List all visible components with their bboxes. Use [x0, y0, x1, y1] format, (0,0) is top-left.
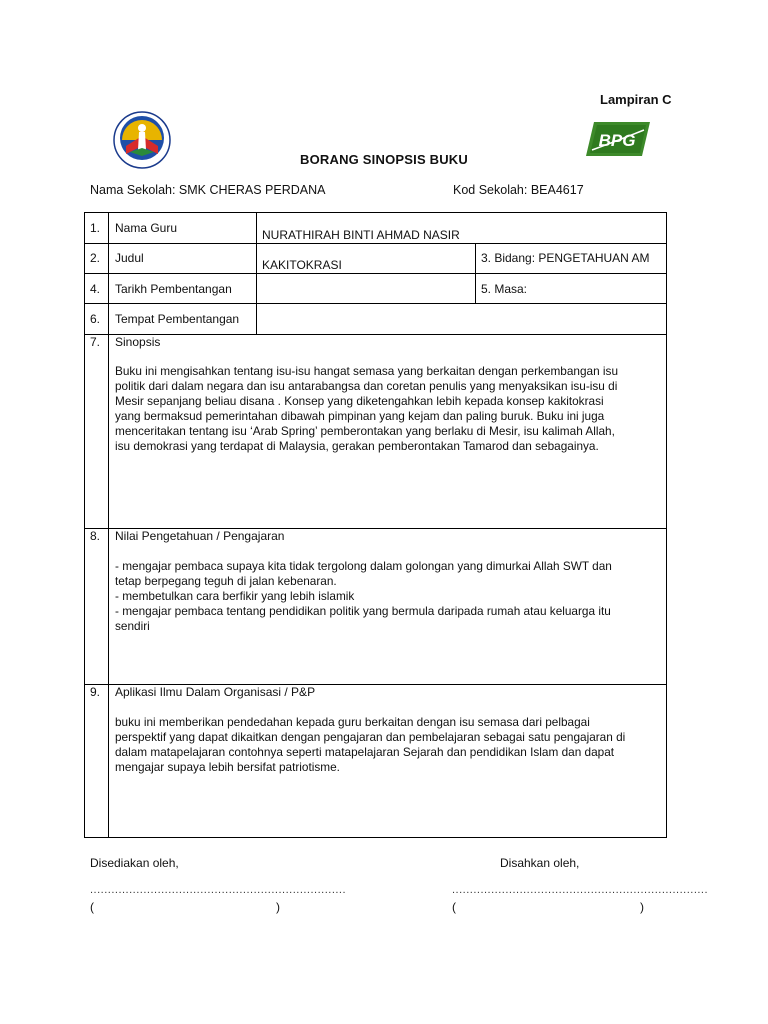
row-2-label: Judul: [115, 251, 144, 265]
values-line: - mengajar pembaca supaya kita tidak tergolong dalam golongan yang dimurkai Allah SWT dan: [115, 559, 612, 573]
values-line: - mengajar pembaca tentang pendidikan politik yang bermula daripada rumah atau keluarga itu: [115, 604, 611, 618]
time-label: 5. Masa:: [481, 282, 528, 296]
approved-signature-line: ........................................................................: [452, 884, 709, 896]
row-7-number: 7.: [90, 335, 101, 349]
row-6-number: 6.: [90, 312, 101, 326]
prepared-paren-open: (: [90, 900, 94, 914]
row-4-label: Tarikh Pembentangan: [115, 282, 232, 296]
application-line: buku ini memberikan pendedahan kepada guru berkaitan dengan isu semasa dari pelbagai: [115, 715, 590, 729]
lampiran-label: Lampiran C: [600, 92, 672, 107]
prepared-paren-close: ): [276, 900, 280, 914]
school-name: Nama Sekolah: SMK CHERAS PERDANA: [90, 183, 326, 197]
synopsis-line: Mesir sepanjang beliau disana . Konsep yang diketengahkan lebih kepada konsep kakitokrasi: [115, 394, 604, 408]
row-1-number: 1.: [90, 221, 101, 235]
row-8-label: Nilai Pengetahuan / Pengajaran: [115, 529, 285, 543]
synopsis-line: yang bermaksud pemerintahan dibawah pimpinan yang kejam dan paling buruk. Buku ini juga: [115, 409, 605, 423]
synopsis-form: [84, 212, 667, 838]
synopsis-line: politik dari dalam negara dan isu antarabangsa dan coretan penulis yang menyaksikan isu-isu di: [115, 379, 618, 393]
bpg-logo-text: BPG: [598, 131, 636, 150]
row-1-label: Nama Guru: [115, 221, 178, 235]
row-6-label: Tempat Pembentangan: [115, 312, 240, 326]
approved-paren-close: ): [640, 900, 644, 914]
row-7-label: Sinopsis: [115, 335, 161, 349]
row-2-number: 2.: [90, 251, 101, 265]
synopsis-line: Buku ini mengisahkan tentang isu-isu hangat semasa yang berkaitan dengan perkembangan isu: [115, 364, 619, 378]
application-line: dalam matapelajaran contohnya seperti matapelajaran Sejarah dan pendidikan Islam dan dapat: [115, 745, 615, 759]
row-9-number: 9.: [90, 685, 101, 699]
form-title: BORANG SINOPSIS BUKU: [300, 152, 468, 167]
synopsis-line: isu demokrasi yang terdapat di Malaysia, gerakan pemberontakan Tamarod dan sebagainya.: [115, 439, 599, 453]
prepared-by-label: Disediakan oleh,: [90, 856, 179, 870]
application-line: perspektif yang dapat dikaitkan dengan pengajaran dan pembelajaran sebagai satu pengajaran di: [115, 730, 626, 744]
prepared-signature-line: ........................................................................: [90, 884, 347, 896]
approved-paren-open: (: [452, 900, 456, 914]
row-9-label: Aplikasi Ilmu Dalam Organisasi / P&P: [115, 685, 316, 699]
teacher-name-value: NURATHIRAH BINTI AHMAD NASIR: [262, 228, 460, 242]
row-8-number: 8.: [90, 529, 101, 543]
values-text: [115, 559, 660, 634]
synopsis-text: [115, 364, 660, 454]
school-code: Kod Sekolah: BEA4617: [453, 183, 584, 197]
title-value: KAKITOKRASI: [262, 258, 342, 272]
values-line: tetap berpegang teguh di jalan kebenaran.: [115, 574, 337, 588]
synopsis-line: menceritakan tentang isu ‘Arab Spring’ pemberontakan yang berlaku di Mesir, isu kalimah Allah,: [115, 424, 615, 438]
field-value: 3. Bidang: PENGETAHUAN AM: [481, 251, 650, 265]
values-line: sendiri: [115, 619, 150, 633]
row-4-number: 4.: [90, 282, 101, 296]
approved-by-label: Disahkan oleh,: [500, 856, 580, 870]
values-line: - membetulkan cara berfikir yang lebih islamik: [115, 589, 355, 603]
application-line: mengajar supaya lebih bersifat patriotisme.: [115, 760, 340, 774]
application-text: [115, 715, 660, 775]
